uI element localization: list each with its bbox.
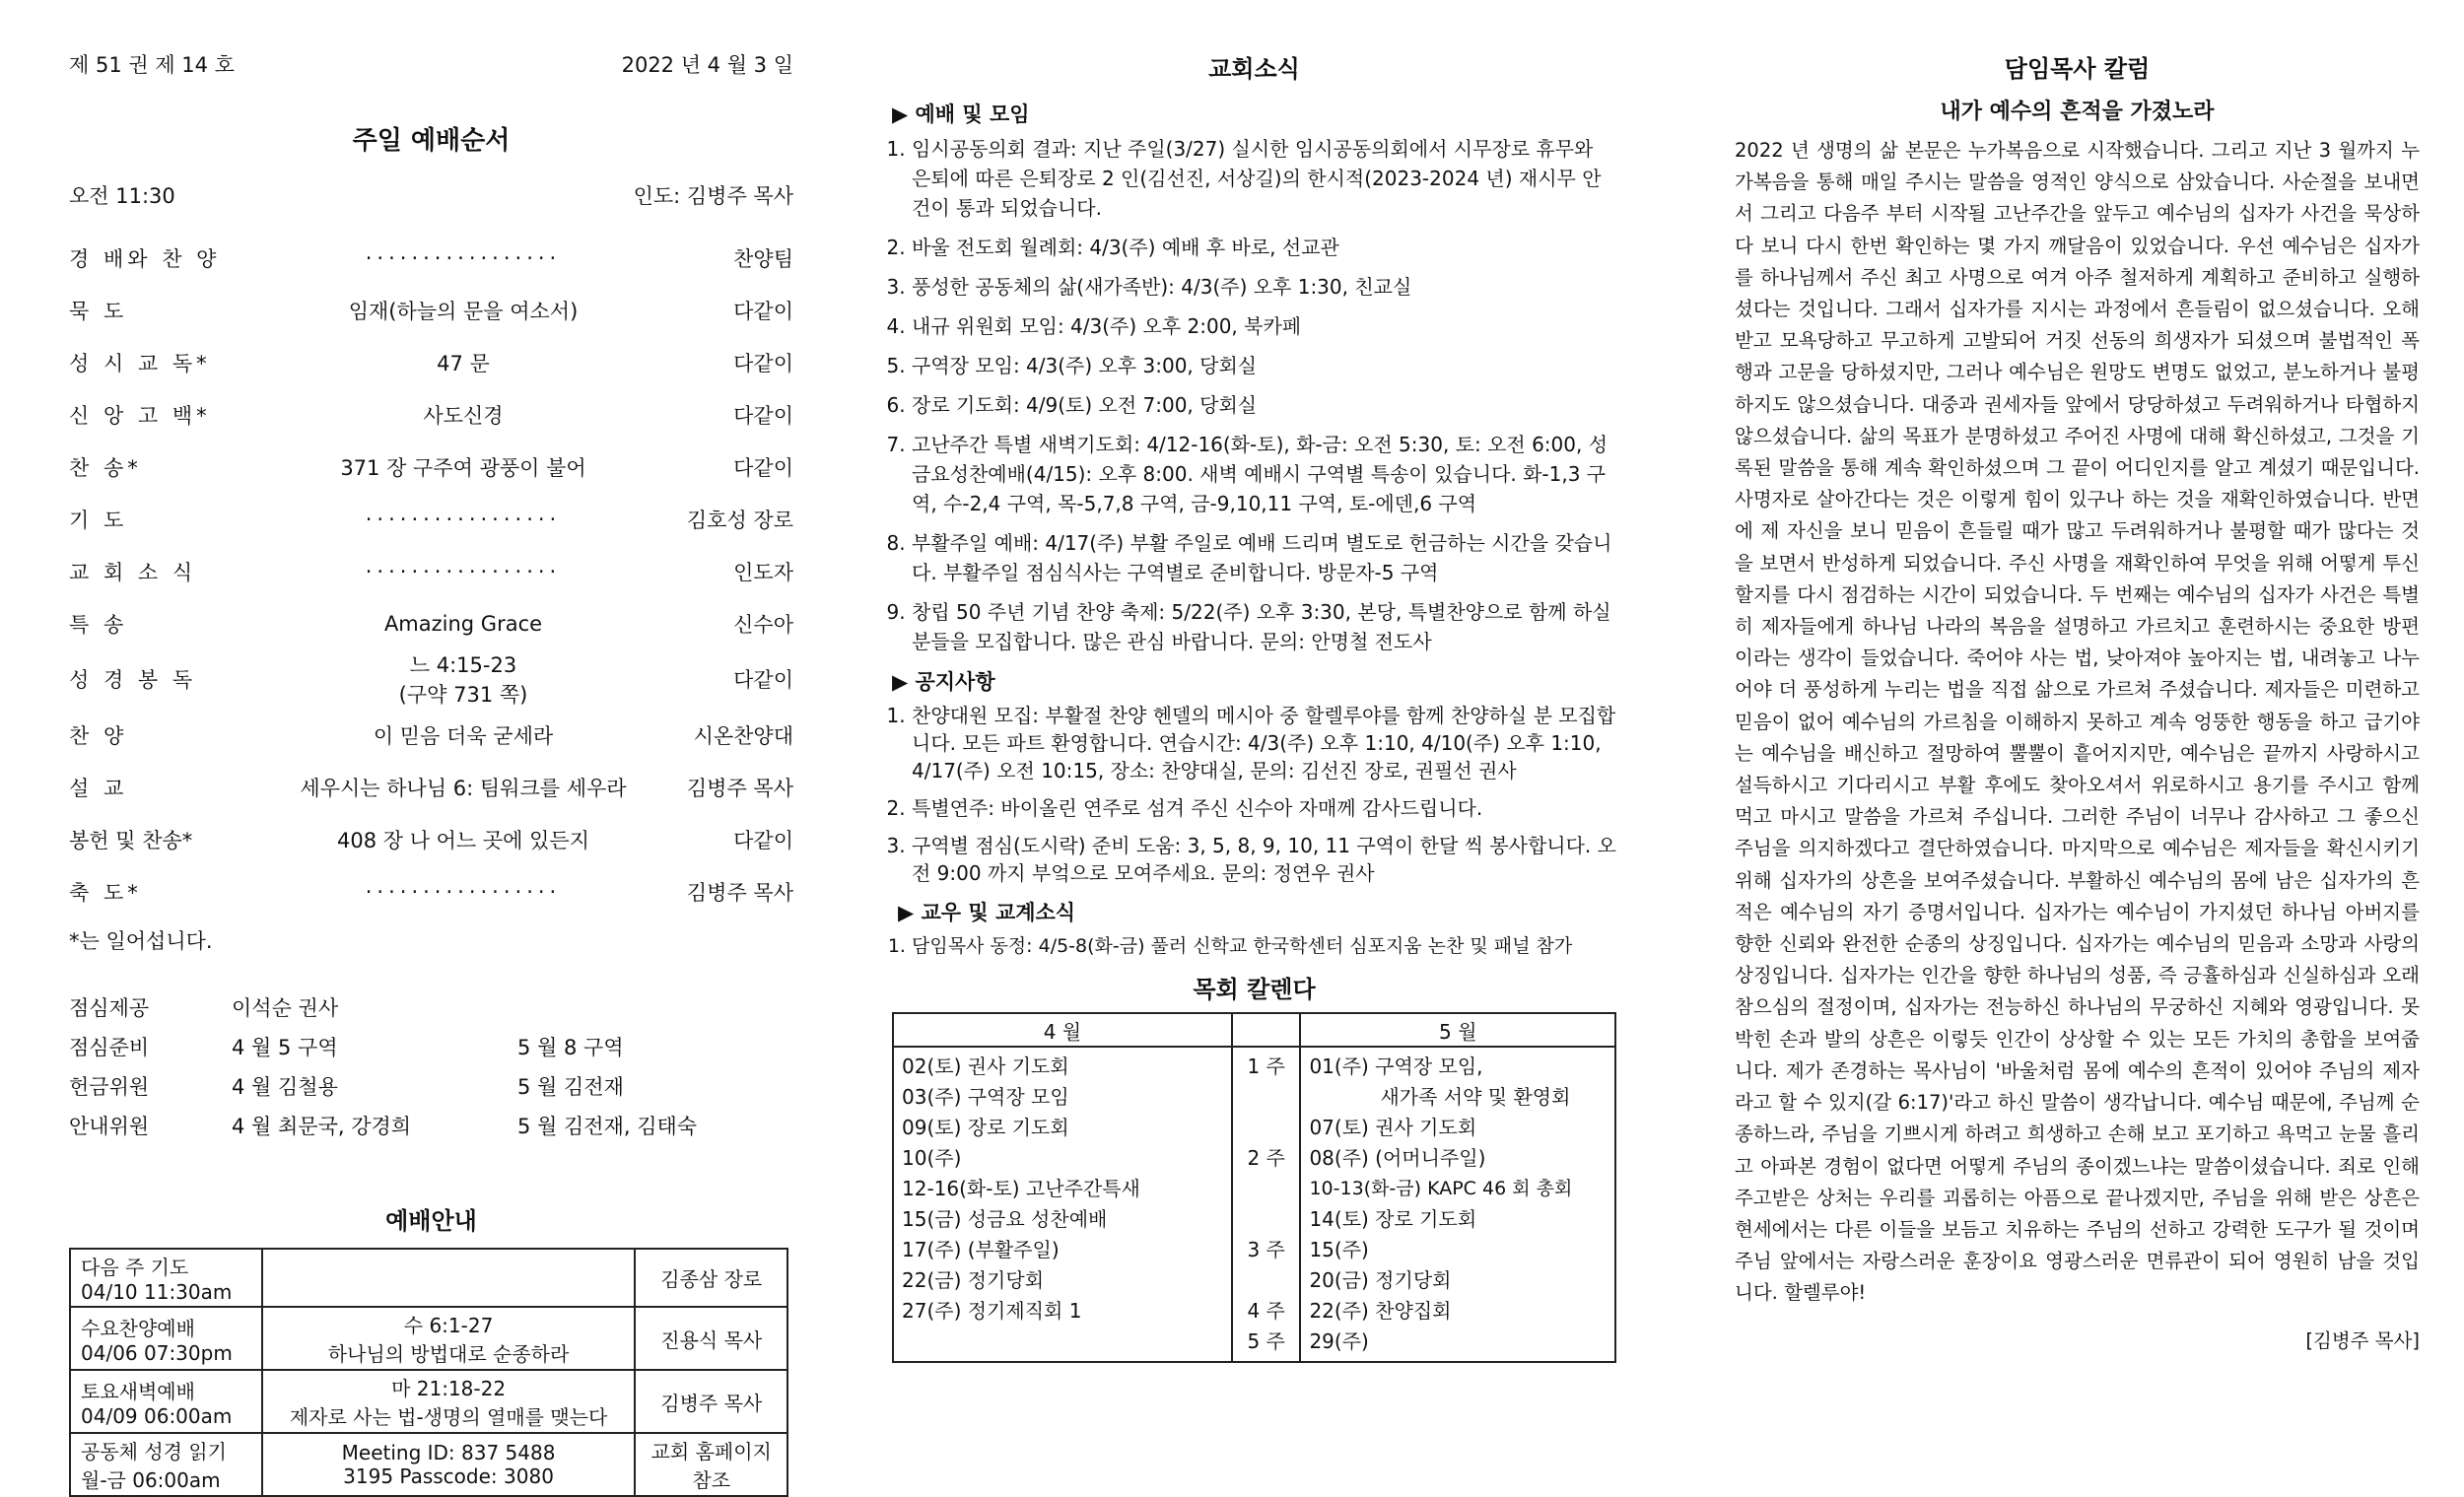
service-text: 마 21:18-22 — [391, 1377, 507, 1400]
order-row — [69, 284, 793, 336]
order-label: 기 도 — [69, 508, 128, 532]
service-text-2: 하나님의 방법대로 순종하라 — [327, 1342, 570, 1366]
order-item: 47 문 — [437, 351, 490, 375]
church-news-column — [892, 49, 1616, 1363]
news-list-members — [892, 932, 1616, 960]
column-body: 2022 년 생명의 삶 본문은 누가복음으로 시작했습니다. 그리고 지난 3 월까지 누가복음을 통해 매일 주시는 말씀을 영적인 양식으로 삼았습니다. 사순절을 보내면서 그리고 다음주 부터 시작될 고난주간을 앞두고 예수님의 십자가 사건을 묵상하다 보니 다시 한번 확인하는 몇 가지 깨달음이 있었습니다. 우선 예수님은 십자가를 하나님께서 주신 최고 사명으로 여겨 아주 철저하게 계획하고 준비하고 실행하셨다는 것입니다. 그래서 십자가를 지시는 과정에서 흔들림이 없으셨습니다. 오해받고 모욕당하고 무고하게 고발되어 거짓 선동의 희생자가 되셨으며 불법적인 폭행과 고문을 당하셨지만, 그러나 예수님은 원망도 변명도 없었고, 분노하거나 불평하지도 않으셨습니다. 대중과 권세자들 앞에서 당당하셨고 두려워하거나 타협하지 않으셨습니다. 삶의 목표가 분명하셨고 주어진 사명에 대해 확신하셨고, 그것을 기록된 말씀을 통해 계속 확인하셨으며 그 끝이 어디인지를 알고 계셨기 때문입니다. 사명자로 살아간다는 것은 이렇게 힘이 있구나 하는 것을 재확인하였습니다. 반면에 제 자신을 보니 믿음이 흔들릴 때가 많고 두려워하거나 불평할 때가 많다는 것을 보면서 반성하게 되었습니다. 주신 사명을 재확인하여 무엇을 위해 어떻게 투신할지를 다시 점검하는 시간이 되었습니다. 두 번째는 예수님의 십자가 사건은 특별히 제자들에게 하나님 나라의 복음을 설명하고 가르치고 훈련하시는 중요한 방편이라는 생각이 들었습니다. 죽어야 사는 법, 낮아져야 높아지는 법, 내려놓고 나누어야 더 풍성하게 누리는 법을 직접 삶으로 가르쳐 주셨습니다. 제자들은 미련하고 믿음이 없어 예수님의 가르침을 이해하지 못하고 계속 엉뚱한 행동을 하고 급기야는 예수님을 배신하고 절망하여 뿔뿔이 흩어지지만, 예수님은 끝까지 사랑하시고 설득하시고 기다리시고 부활 후에도 찾아오셔서 위로하시고 용기를 주시고 함께 먹고 마시고 말씀을 가르쳐 주십니다. 그러한 주님이 너무나 감사하고 그 좋으신 주님을 의지하겠다고 결단하였습니다. 마지막으로 예수님은 제자들을 확신시키기 위해 십자가의 상흔을 보여주셨습니다. 부활하신 예수님의 몸에 남은 십자가의 흔적은 예수님의 자기 증명서입니다. 십자가는 예수님이 가지셨던 하나님 아버지를 향한 신뢰와 완전한 순종의 상징입니다. 십자가는 예수님의 믿음과 소망과 사랑의 상징입니다. 십자가는 인간을 향한 하나님의 성품, 즉 긍휼하심과 신실하심과 오래 참으심의 절정이며, 십자가는 전능하신 하나님의 무궁하신 지혜와 영광입니다. 못 박힌 손과 발의 상흔은 이렇듯 인간이 상상할 수 있는 모든 가치의 총합을 보여줍니다. 제가 존경하는 목사님이 '바울처럼 몸에 예수의 흔적이 있어야 주님의 제자라고 할 수 있지(갈 6:17)'라고 하신 말씀이 생각납니다. 예수님 때문에, 주님께 순종하느라, 주님을 기쁘시게 하려고 희생하고 손해 보고 포기하고 욕먹고 눈물 흘리고 아파본 경험이 없다면 어떻게 주님의 종이겠느냐는 말씀이셨습니다. 죄로 인해 주고받은 상처는 우리를 괴롭히는 아픔으로 끝나겠지만, 주님을 위해 받은 상흔은 현세에서는 다른 이들을 보듬고 치유하는 주님의 선하고 강력한 도구가 될 것이며 주님 앞에서는 자랑스러운 훈장이요 영광스러운 면류관이 되어 영원히 남을 것입니다. 할렐루야! — [1735, 139, 2420, 1305]
order-item: 408 장 나 어느 곳에 있든지 — [336, 828, 590, 852]
calendar-week — [1233, 1113, 1300, 1143]
order-row — [69, 709, 793, 761]
order-row — [69, 336, 793, 388]
news-item: 3. 구역별 점심(도시락) 준비 도움: 3, 5, 8, 9, 10, 11 구역이 한달 씩 봉사합니다. 오전 9:00 까지 부엌으로 모여주세요. 문의: 정연우 권사 — [912, 832, 1616, 887]
calendar-entry: 29(주) — [1309, 1329, 1369, 1353]
calendar-week-cell — [1232, 1047, 1301, 1362]
bulletin-header — [69, 49, 793, 89]
order-person: 김호성 장로 — [686, 508, 793, 532]
service-row — [70, 1370, 787, 1433]
calendar-week — [1233, 1174, 1300, 1204]
news-item: 8. 부활주일 예배: 4/17(주) 부활 주일로 예배 드리며 별도로 헌금하는 시간을 갖습니다. 부활주일 점심식사는 구역별로 준비합니다. 방문자-5 구역 — [912, 528, 1616, 587]
service-person-cell — [635, 1249, 787, 1307]
service-guide-title: 예배안내 — [385, 1207, 477, 1235]
order-label: 성 시 교 독* — [69, 351, 211, 375]
service-person-cell — [635, 1433, 787, 1496]
staff-may: 5 월 김전재 — [517, 1075, 624, 1099]
service-person: 김병주 목사 — [660, 1391, 763, 1415]
order-item: 세우시는 하나님 6: 팀워크를 세우라 — [300, 776, 627, 800]
service-text-cell — [262, 1249, 636, 1307]
bulletin-date: 2022 년 4 월 3 일 — [621, 53, 793, 77]
calendar-may-cell — [1300, 1047, 1615, 1362]
order-item: 사도신경 — [423, 403, 504, 428]
news-list-worship — [892, 134, 1616, 656]
column-signature: [김병주 목사] — [2305, 1328, 2420, 1352]
service-name: 다음 주 기도 — [81, 1256, 189, 1279]
news-item: 1. 찬양대원 모집: 부활절 찬양 헨델의 메시아 중 할렐루야를 함께 찬양하실 분 모집합니다. 모든 파트 환영합니다. 연습시간: 4/3(주) 오후 1:10, 4/10(주) 오후 1:10, 4/17(주) 오전 10:15, 장소: 찬양대실, 문의: 김선진 장로, 권필선 권사 — [912, 702, 1616, 784]
service-guide-table — [69, 1248, 788, 1497]
order-row — [69, 441, 793, 493]
service-text-cell — [262, 1307, 636, 1370]
staff-april: 4 월 최문국, 강경희 — [232, 1115, 412, 1138]
calendar-entry: 22(금) 정기당회 — [902, 1268, 1045, 1292]
calendar-entry: 09(토) 장로 기도회 — [902, 1116, 1069, 1139]
staff-role: 점심제공 — [69, 996, 150, 1020]
order-row — [69, 649, 793, 709]
calendar-entry: 14(토) 장로 기도회 — [1309, 1207, 1477, 1231]
calendar-week — [1233, 1204, 1300, 1235]
calendar-entry: 10-13(화-금) KAPC 46 회 총회 — [1309, 1178, 1573, 1199]
service-name: 공동체 성경 읽기 — [81, 1440, 227, 1463]
service-when: 04/09 06:00am — [81, 1403, 233, 1428]
service-text-2: 3195 Passcode: 3080 — [343, 1464, 554, 1488]
staff-may — [517, 992, 715, 1022]
service-time: 오전 11:30 — [69, 184, 175, 208]
order-row — [69, 388, 793, 441]
news-item: 3. 풍성한 공동체의 삶(새가족반): 4/3(주) 오후 1:30, 친교실 — [912, 272, 1616, 302]
staff-may: 5 월 8 구역 — [517, 1036, 624, 1059]
service-text-cell — [262, 1370, 636, 1433]
news-item: 2. 특별연주: 바이올린 연주로 섬겨 주신 신수아 자매께 감사드립니다. — [912, 794, 1616, 822]
order-row — [69, 865, 793, 918]
service-name-cell — [70, 1370, 262, 1433]
news-list-notices — [892, 702, 1616, 887]
service-leader: 인도: 김병주 목사 — [633, 184, 793, 208]
pastoral-calendar — [892, 1012, 1616, 1363]
service-person: 진용식 목사 — [660, 1327, 763, 1352]
service-text-2: 제자로 사는 법-생명의 열매를 맺는다 — [289, 1405, 608, 1429]
order-person: 김병주 목사 — [686, 776, 793, 800]
order-label: 성 경 봉 독 — [69, 668, 197, 692]
order-item: Amazing Grace — [383, 611, 543, 636]
order-person: 찬양팀 — [733, 246, 793, 271]
worship-order-column — [69, 49, 793, 1497]
order-person: 다같이 — [733, 668, 793, 692]
order-item — [276, 649, 650, 709]
calendar-week-header — [1232, 1013, 1301, 1047]
service-name: 토요새벽예배 — [81, 1379, 195, 1403]
order-label: 찬 양 — [69, 723, 128, 748]
calendar-entry: 10(주) — [902, 1146, 962, 1170]
service-row — [70, 1307, 787, 1370]
service-when: 04/06 07:30pm — [81, 1340, 233, 1365]
order-row — [69, 761, 793, 813]
news-item: 4. 내규 위원회 모임: 4/3(주) 오후 2:00, 북카페 — [912, 311, 1616, 341]
news-item: 2. 바울 전도회 월례회: 4/3(주) 예배 후 바로, 선교관 — [912, 233, 1616, 262]
service-name-cell — [70, 1433, 262, 1496]
order-row — [69, 813, 793, 865]
staff-role: 헌금위원 — [69, 1075, 150, 1099]
scripture-page: (구약 731 쪽) — [398, 683, 528, 707]
news-section-heading: ▶ 교우 및 교계소식 — [898, 901, 1076, 924]
calendar-may-header: 5 월 — [1300, 1013, 1615, 1047]
service-name-cell — [70, 1307, 262, 1370]
order-list — [69, 232, 793, 918]
calendar-week — [1233, 1082, 1300, 1113]
pastor-column — [1735, 49, 2420, 1353]
calendar-entry: 22(주) 찬양집회 — [1309, 1299, 1452, 1323]
calendar-week: 3 주 — [1247, 1238, 1285, 1261]
service-person-cell — [635, 1307, 787, 1370]
service-time-row — [69, 180, 793, 220]
order-row — [69, 493, 793, 545]
calendar-entry: 27(주) 정기제직회 1 — [902, 1299, 1082, 1323]
service-text-cell — [262, 1433, 636, 1496]
calendar-title: 목회 칼렌다 — [1193, 976, 1316, 1003]
news-item: 1. 담임목사 동정: 4/5-8(화-금) 풀러 신학교 한국학센터 심포지움 논찬 및 패널 참가 — [912, 932, 1616, 960]
news-item: 9. 창립 50 주년 기념 찬양 축제: 5/22(주) 오후 3:30, 본당, 특별찬양으로 함께 하실 분들을 모집합니다. 많은 관심 바랍니다. 문의: 안명철 전도사 — [912, 597, 1616, 656]
calendar-week — [1233, 1265, 1300, 1296]
order-person: 다같이 — [733, 351, 793, 375]
order-title: 주일 예배순서 — [352, 126, 511, 156]
order-person: 인도자 — [733, 560, 793, 584]
calendar-week: 5 주 — [1247, 1329, 1285, 1353]
service-person-2: 참조 — [692, 1468, 731, 1492]
calendar-week: 1 주 — [1247, 1055, 1285, 1078]
news-section-heading: ▶ 공지사항 — [892, 670, 995, 694]
order-person: 신수아 — [733, 612, 793, 637]
calendar-entry: 20(금) 정기당회 — [1309, 1268, 1452, 1292]
news-item: 1. 임시공동의회 결과: 지난 주일(3/27) 실시한 임시공동의회에서 시무장로 휴무와 은퇴에 따른 은퇴장로 2 인(김선진, 서상길)의 한시적(2023-2024 년) 재시무 안건이 통과 되었습니다. — [912, 134, 1616, 223]
calendar-entry: 12-16(화-토) 고난주간특새 — [902, 1177, 1140, 1200]
order-person: 김병주 목사 — [686, 880, 793, 905]
order-item: ················· — [365, 559, 562, 583]
scripture-reference: 느 4:15-23 — [409, 653, 517, 677]
order-label: 신 앙 고 백* — [69, 403, 211, 428]
service-name-cell — [70, 1249, 262, 1307]
calendar-entry: 01(주) 구역장 모임, — [1309, 1055, 1483, 1078]
staff-may: 5 월 김전재, 김태숙 — [517, 1115, 698, 1138]
staff-april: 4 월 5 구역 — [232, 1036, 338, 1059]
calendar-entry: 15(주) — [1309, 1238, 1369, 1261]
order-item: 임재(하늘의 문을 여소서) — [348, 299, 579, 323]
order-row — [69, 232, 793, 284]
volume-number: 제 51 권 제 14 호 — [69, 53, 235, 77]
order-item: ················· — [365, 507, 562, 531]
order-row — [69, 545, 793, 597]
calendar-entry: 03(주) 구역장 모임 — [902, 1085, 1069, 1109]
calendar-entry: 08(주) (어머니주일) — [1309, 1146, 1486, 1170]
service-text: Meeting ID: 837 5488 — [341, 1441, 556, 1464]
order-label: 묵 도 — [69, 299, 128, 323]
calendar-entry: 15(금) 성금요 성찬예배 — [902, 1207, 1108, 1231]
service-row — [70, 1249, 787, 1307]
order-item: 이 믿음 더욱 굳세라 — [373, 723, 554, 748]
service-person: 교회 홈페이지 — [650, 1440, 772, 1463]
order-person: 다같이 — [733, 299, 793, 323]
calendar-entry: 17(주) (부활주일) — [902, 1238, 1060, 1261]
order-label: 찬 송* — [69, 455, 142, 480]
order-item: ················· — [365, 879, 562, 904]
order-person: 시온찬양대 — [693, 723, 793, 748]
service-name: 수요찬양예배 — [81, 1316, 195, 1340]
order-person: 다같이 — [733, 403, 793, 428]
calendar-april-header: 4 월 — [893, 1013, 1232, 1047]
order-item: 371 장 구주여 광풍이 불어 — [340, 455, 586, 480]
news-section-heading: ▶ 예배 및 모임 — [892, 102, 1030, 126]
staff-april: 이석순 권사 — [232, 996, 339, 1020]
column-subtitle: 내가 예수의 흔적을 가졌노라 — [1940, 100, 2215, 124]
service-when: 월-금 06:00am — [81, 1468, 221, 1492]
order-row — [69, 597, 793, 649]
service-row — [70, 1433, 787, 1496]
staff-role: 안내위원 — [69, 1115, 150, 1138]
news-item: 7. 고난주간 특별 새벽기도회: 4/12-16(화-토), 화-금: 오전 5:30, 토: 오전 6:00, 성금요성찬예배(4/15): 오후 8:00. 새벽 예배시 구역별 특송이 있습니다. 화-1,3 구역, 수-2,4 구역, 목-5,7,8 구역, 금-9,10,11 구역, 토-에덴,6 구역 — [912, 430, 1616, 518]
calendar-april-cell — [893, 1047, 1232, 1362]
order-person: 다같이 — [733, 455, 793, 480]
order-label: 봉헌 및 찬송* — [69, 828, 193, 852]
service-text: 수 6:1-27 — [403, 1314, 494, 1337]
calendar-entry: 07(토) 권사 기도회 — [1309, 1116, 1477, 1139]
staff-roster — [69, 992, 793, 1140]
news-item: 6. 장로 기도회: 4/9(토) 오전 7:00, 당회실 — [912, 390, 1616, 420]
order-person: 다같이 — [733, 828, 793, 852]
service-when: 04/10 11:30am — [81, 1280, 233, 1304]
calendar-entry: 02(토) 권사 기도회 — [902, 1055, 1069, 1078]
order-item: ················· — [365, 245, 562, 270]
column-title: 담임목사 칼럼 — [2004, 55, 2151, 83]
calendar-entry: 새가족 서약 및 환영회 — [1380, 1085, 1571, 1109]
news-title: 교회소식 — [1208, 55, 1300, 83]
news-item: 5. 구역장 모임: 4/3(주) 오후 3:00, 당회실 — [912, 351, 1616, 380]
calendar-header-row — [893, 1013, 1615, 1047]
staff-role: 점심준비 — [69, 1036, 150, 1059]
order-label: 설 교 — [69, 776, 128, 800]
order-label: 교 회 소 식 — [69, 560, 197, 584]
staff-april: 4 월 김철용 — [232, 1075, 338, 1099]
service-person-cell — [635, 1370, 787, 1433]
calendar-week: 4 주 — [1247, 1299, 1285, 1323]
order-label: 축 도* — [69, 880, 142, 905]
service-person: 김종삼 장로 — [660, 1267, 763, 1291]
stand-note: *는 일어섭니다. — [69, 929, 213, 953]
order-label: 경 배와 찬 양 — [69, 246, 221, 271]
calendar-body-row — [893, 1047, 1615, 1362]
calendar-week: 2 주 — [1247, 1146, 1285, 1170]
order-label: 특 송 — [69, 612, 128, 637]
